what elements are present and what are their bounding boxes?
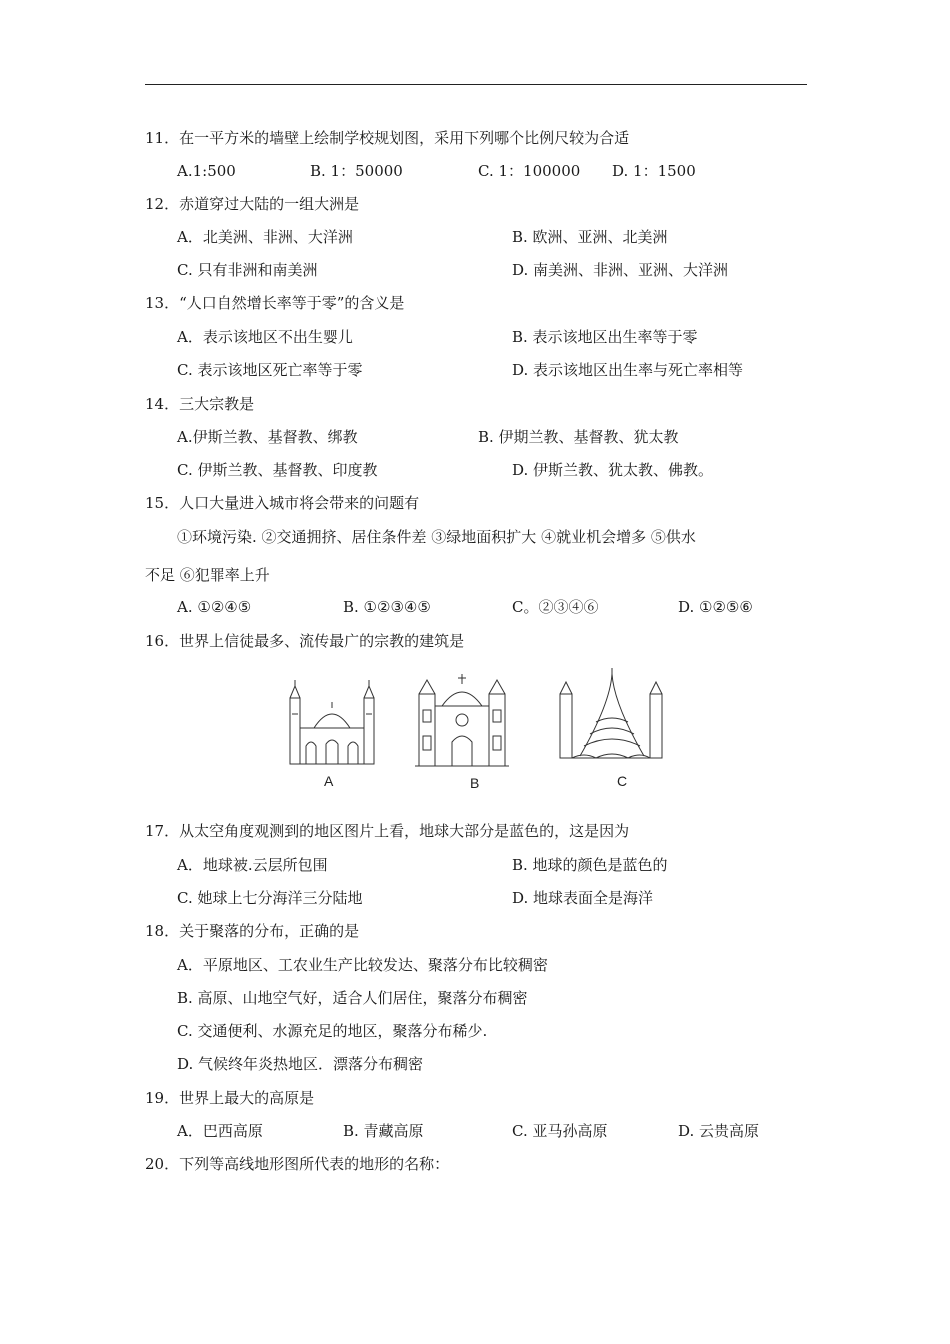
q11-option-a: A.1:500 (177, 162, 236, 180)
q15-option-d: D. ①②⑤⑥ (678, 598, 753, 616)
q19-option-c: C. 亚马孙高原 (512, 1122, 608, 1140)
q14-option-c: C. 伊斯兰教、基督教、印度教 (177, 461, 378, 479)
q15-items-line-2: 不足 ⑥犯罪率上升 (145, 566, 270, 584)
q12-option-a: A．北美洲、非洲、大洋洲 (177, 228, 353, 246)
religious-buildings-figure (284, 664, 684, 792)
question-17-stem: 17．从太空角度观测到的地区图片上看，地球大部分是蓝色的，这是因为 (145, 822, 630, 840)
figure-label-b: B (470, 775, 480, 791)
question-11-stem: 11．在一平方米的墙壁上绘制学校规划图，采用下列哪个比例尺较为合适 (145, 129, 630, 147)
q15-items-line-1: ①环境污染. ②交通拥挤、居住条件差 ③绿地面积扩大 ④就业机会增多 ⑤供水 (177, 528, 696, 546)
q19-option-d: D. 云贵高原 (678, 1122, 760, 1140)
q19-option-a: A．巴西高原 (177, 1122, 263, 1140)
question-18-stem: 18．关于聚落的分布，正确的是 (145, 922, 360, 940)
q18-option-d: D. 气候终年炎热地区．漂落分布稠密 (177, 1055, 424, 1073)
q18-option-c: C. 交通便利、水源充足的地区，聚落分布稀少. (177, 1022, 488, 1040)
q17-option-b: B. 地球的颜色是蓝色的 (512, 856, 668, 874)
question-16-stem: 16．世界上信徒最多、流传最广的宗教的建筑是 (145, 632, 465, 650)
question-19-stem: 19．世界上最大的高原是 (145, 1089, 315, 1107)
temple-drawing-c (560, 668, 662, 758)
figure-label-c: C (617, 773, 628, 789)
q18-option-a: A．平原地区、工农业生产比较发达、聚落分布比较稠密 (177, 956, 548, 974)
q17-option-c: C. 她球上七分海洋三分陆地 (177, 889, 363, 907)
q11-option-c: C. 1：100000 (478, 162, 581, 180)
q13-option-c: C. 表示该地区死亡率等于零 (177, 361, 363, 379)
q12-option-c: C. 只有非洲和南美洲 (177, 261, 318, 279)
q11-option-d: D. 1：1500 (612, 162, 696, 180)
q15-option-c: C。②③④⑥ (512, 598, 599, 616)
header-rule (145, 84, 807, 85)
q14-option-a: A.伊斯兰教、基督教、绑教 (177, 428, 358, 446)
q17-option-d: D. 地球表面全是海洋 (512, 889, 654, 907)
figure-label-a: A (324, 773, 334, 789)
question-12-stem: 12．赤道穿过大陆的一组大洲是 (145, 195, 360, 213)
q13-option-b: B. 表示该地区出生率等于零 (512, 328, 698, 346)
mosque-drawing-a (290, 680, 374, 764)
q18-option-b: B. 高原、山地空气好，适合人们居住，聚落分布稠密 (177, 989, 528, 1007)
church-drawing-b (415, 674, 509, 766)
q14-option-b: B. 伊期兰教、基督教、犹太教 (478, 428, 679, 446)
q17-option-a: A．地球被.云层所包围 (177, 856, 328, 874)
question-13-stem: 13．“人口自然增长率等于零”的含义是 (145, 294, 405, 312)
q13-option-a: A．表示该地区不出生婴儿 (177, 328, 353, 346)
q13-option-d: D. 表示该地区出生率与死亡率相等 (512, 361, 744, 379)
q19-option-b: B. 青藏高原 (343, 1122, 424, 1140)
question-15-stem: 15．人口大量进入城市将会带来的问题有 (145, 494, 420, 512)
q11-option-b: B. 1：50000 (310, 162, 403, 180)
question-20-stem: 20．下列等高线地形图所代表的地形的名称： (145, 1155, 450, 1173)
q15-option-a: A. ①②④⑤ (177, 598, 252, 616)
question-14-stem: 14．三大宗教是 (145, 395, 255, 413)
q15-option-b: B. ①②③④⑤ (343, 598, 431, 616)
q14-option-d: D. 伊斯兰教、犹太教、佛教。 (512, 461, 714, 479)
q12-option-b: B. 欧洲、亚洲、北美洲 (512, 228, 668, 246)
q12-option-d: D. 南美洲、非洲、亚洲、大洋洲 (512, 261, 729, 279)
